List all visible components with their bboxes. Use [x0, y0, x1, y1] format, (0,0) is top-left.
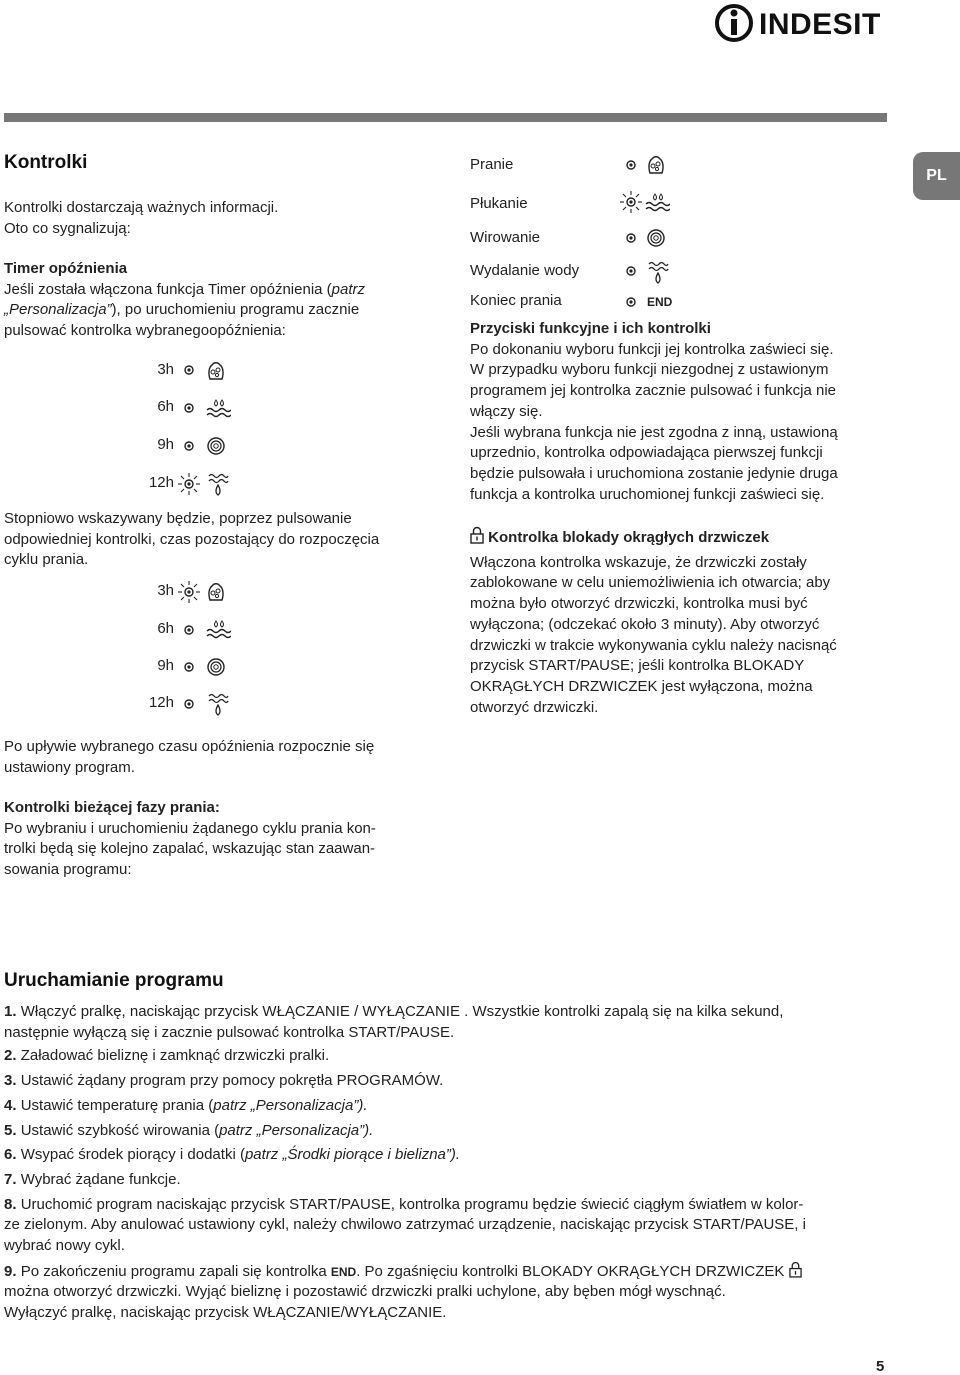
intro-line: Oto co sygnalizują: — [4, 219, 131, 237]
led-indicator-icon — [183, 698, 195, 710]
start-steps — [4, 1002, 894, 1324]
lock-title: Kontrolka blokady okrągłych drzwiczek — [488, 529, 770, 546]
delay-label: 6h — [157, 398, 174, 415]
spin-icon — [646, 228, 666, 248]
phase-section: Kontrolki bieżącej fazy prania: Po wybraniu i uruchomieniu żądanego cyklu prania kon- trolki będą się kolejno zapalać, wskazując stan zaawan- sowania programu: — [4, 799, 376, 879]
drain-icon — [207, 692, 229, 718]
intro-line: Kontrolki dostarczają ważnych informacji. — [4, 199, 279, 216]
step-item: 1. Włączyć pralkę, naciskając przycisk WŁĄCZANIE / WYŁĄCZANIE . Wszystkie kontrolki zapalą się na kilka sekund, następnie wyłączą się i zacznie pulsować kontrolka START/PAUSE. — [4, 1003, 784, 1041]
door-lock-section: Kontrolka blokady okrągłych drzwiczek Włączona kontrolka wskazuje, że drzwiczki zostały zablokowane w celu uniemożliwienia ich otwarcia; aby można było otworzyć drzwiczki, kontrolka musi być wyłączona; (odczekać około 3 minuty). Aby otworzyć drzwiczki w trakcie wykonywania cyklu należy nacisnąć przycisk START/PAUSE; jeśli kontrolka BLOKADY OKRĄGŁYCH DRZWICZEK jest wyłączona, można otworzyć drzwiczki. — [470, 526, 900, 718]
drain-icon — [647, 260, 669, 286]
intro-text — [4, 198, 278, 239]
rinse-icon — [644, 192, 670, 212]
end-indicator-label: END — [330, 1264, 357, 1279]
led-pulsing-icon — [177, 472, 201, 496]
led-pulsing-icon — [619, 190, 643, 214]
step-item: 6. Wsypać środek piorący i dodatki (patrz „Środki piorące i bielizna”). — [4, 1146, 461, 1164]
phase-label: Płukanie — [470, 195, 528, 212]
delay-label: 12h — [148, 694, 174, 711]
spin-icon — [206, 436, 226, 456]
step-item: 4. Ustawić temperaturę prania (patrz „Personalizacja”). — [4, 1096, 368, 1114]
step-item: 3. Ustawić żądany program przy pomocy pokrętła PROGRAMÓW. — [4, 1072, 444, 1090]
step-item: 5. Ustawić szybkość wirowania (patrz „Personalizacja”). — [4, 1121, 374, 1139]
phase-label: Pranie — [470, 156, 514, 173]
timer-text-line1: Jeśli została włączona funkcja Timer opóźnienia (patrz — [4, 280, 366, 298]
step-item: 8. Uruchomić program naciskając przycisk START/PAUSE, kontrolka programu będzie świecić ciągłym światłem w kolor- ze zielonym. Aby anulować ustawiony cykl, należy chwilowo zatrzymać urządzenie, naciskając przycisk START/PAUSE, i wybrać nowy cykl. — [4, 1195, 806, 1255]
rinse-icon — [205, 398, 231, 418]
lock-icon — [470, 526, 484, 544]
delay-label: 3h — [157, 582, 174, 599]
section-heading-kontrolki: Kontrolki — [4, 152, 88, 173]
wash-icon — [206, 359, 226, 381]
function-title: Przyciski funkcyjne i ich kontrolki — [470, 320, 711, 337]
timer-section — [4, 259, 424, 342]
phase-label: Koniec prania — [470, 292, 562, 309]
led-indicator-icon — [625, 296, 637, 308]
led-indicator-icon — [625, 159, 637, 171]
led-indicator-icon — [183, 624, 195, 636]
function-buttons-section: Przyciski funkcyjne i ich kontrolki Po dokonaniu wyboru funkcji jej kontrolka zaświeci się. W przypadku wyboru funkcji niezgodnej z ustawionym programem jej kontrolka zacznie pulsować i funkcja nie włączy się. Jeśli wybrana funkcja nie jest zgodna z inną, ustawioną uprzednio, kontrolka odpowiadająca pierwszej funkcji będzie pulsowała i uruchomiona zostanie jedynie druga funkcja a kontrolka uruchomionej funkcji zaświeci się. — [470, 319, 890, 505]
header-rule — [4, 113, 887, 122]
delay-label: 3h — [157, 361, 174, 378]
wash-icon — [646, 153, 666, 175]
led-pulsing-icon — [177, 580, 201, 604]
delay-label: 9h — [157, 657, 174, 674]
brand-name: INDESIT — [759, 8, 881, 41]
led-indicator-icon — [625, 265, 637, 277]
led-indicator-icon — [183, 402, 195, 414]
timer-text-line2: „Personalizacja”), po uruchomieniu programu zacznie — [4, 301, 360, 319]
wash-icon — [206, 580, 226, 602]
step-item: 2. Załadować bieliznę i zamknąć drzwiczki pralki. — [4, 1047, 330, 1065]
led-indicator-icon — [183, 364, 195, 376]
phase-label: Wydalanie wody — [470, 262, 580, 279]
lock-title-row — [470, 526, 900, 549]
delay-label: 12h — [148, 474, 174, 491]
gradual-text: Stopniowo wskazywany będzie, poprzez pulsowanie odpowiedniej kontrolki, czas pozostający do rozpoczęcia cyklu prania. — [4, 510, 380, 569]
timer-text-line3: pulsować kontrolka wybranegoopóźnienia: — [4, 322, 286, 340]
spin-icon — [206, 657, 226, 677]
delay-label: 6h — [157, 620, 174, 637]
rinse-icon — [205, 619, 231, 639]
page-number: 5 — [876, 1358, 885, 1375]
phase-label: Wirowanie — [470, 229, 541, 246]
after-delay-text: Po upływie wybranego czasu opóźnienia rozpocznie się ustawiony program. — [4, 738, 375, 776]
step-item: 9. Po zakończeniu programu zapali się kontrolka END. Po zgaśnięciu kontrolki BLOKADY OKRĄGŁYCH DRZWICZEK można otworzyć drzwiczki. Wyjąć bieliznę i pozostawić drzwiczki pralki uchylone, aby bęben mógł wyschnąć. Wyłączyć pralkę, naciskając przycisk WŁĄCZANIE/WYŁĄCZANIE. — [4, 1261, 894, 1324]
phase-title: Kontrolki bieżącej fazy prania: — [4, 799, 220, 816]
timer-title: Timer opóźnienia — [4, 260, 128, 277]
led-indicator-icon — [183, 661, 195, 673]
step-item: 7. Wybrać żądane funkcje. — [4, 1170, 181, 1188]
delay-label: 9h — [157, 436, 174, 453]
led-indicator-icon — [183, 440, 195, 452]
drain-icon — [207, 472, 229, 498]
lock-icon — [789, 1261, 802, 1278]
language-tab: PL — [913, 152, 960, 200]
section-heading-start: Uruchamianie programu — [4, 970, 224, 991]
led-indicator-icon — [625, 232, 637, 244]
end-indicator-label: END — [647, 295, 673, 309]
indesit-logo — [713, 2, 891, 44]
